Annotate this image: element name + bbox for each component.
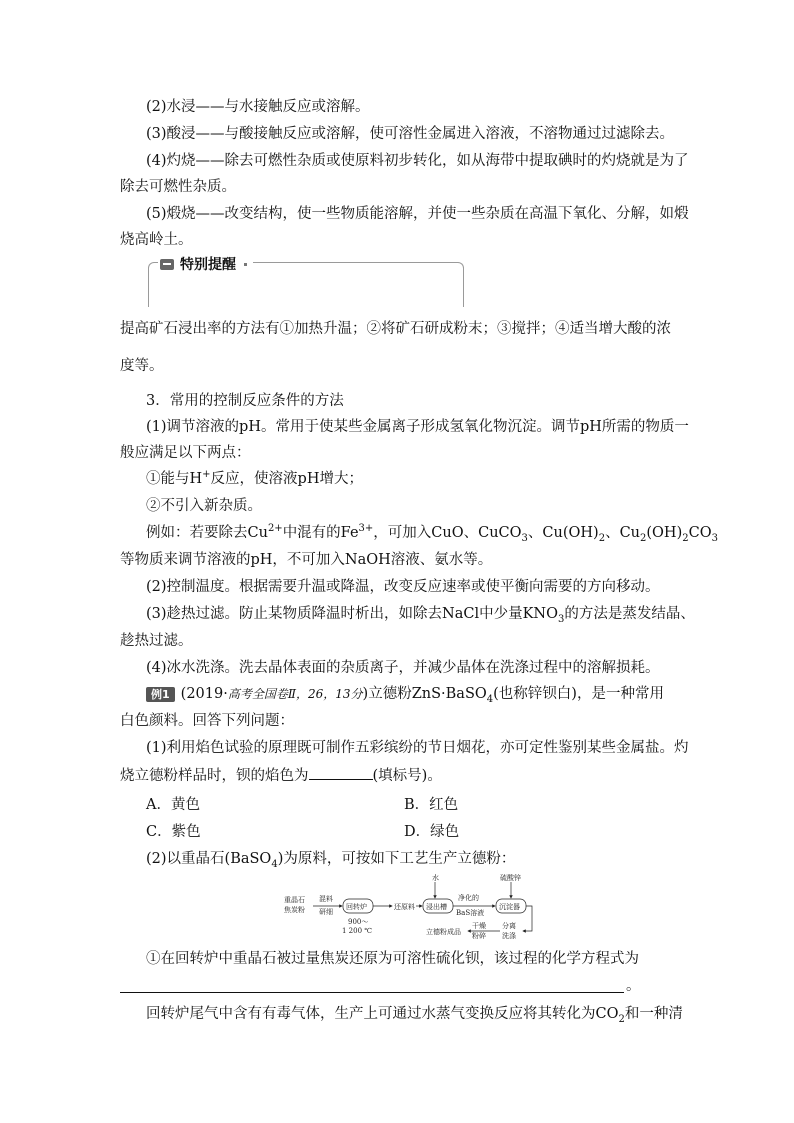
question1-line1: (1)利用焰色试验的原理既可制作五彩缤纷的节日烟花，亦可定性鉴别某些金属盐。灼 bbox=[146, 740, 689, 756]
flow-arrow-5 bbox=[523, 906, 532, 931]
flow-purify1: 净化的 bbox=[458, 894, 479, 902]
hot-filter-line1: (3)趁热过滤。防止某物质降温时析出，如除去NaCl中少量$KNO_3$的方法是蒸发结晶、 bbox=[146, 606, 695, 625]
ph-point1: ①能与H+反应，使溶液pH增大； bbox=[146, 469, 363, 487]
example-badge: 例1 bbox=[146, 687, 175, 702]
question2-line: (2)以重晶石(BaSO$_4$)为原料，可按如下工艺生产立德粉： bbox=[146, 851, 516, 870]
example-line2: 白色颜料。回答下列问题： bbox=[120, 713, 294, 729]
equation-blank[interactable] bbox=[120, 992, 624, 993]
ph-example-line2: 等物质来调节溶液的pH，不可加入NaOH溶液、氨水等。 bbox=[120, 552, 493, 568]
hot-filter-line2: 趁热过滤。 bbox=[120, 633, 193, 649]
tip-dot-icon bbox=[244, 263, 247, 266]
flow-dry1: 干燥 bbox=[472, 922, 486, 930]
question2-sub1-end: 。 bbox=[626, 978, 641, 994]
temp-control: (2)控制温度。根据需要升温或降温，改变反应速率或使平衡向需要的方向移动。 bbox=[146, 579, 660, 595]
ph-example-line1: 例如：若要除去$Cu^{2+}$中混有的$Fe^{3+}$，可加入CuO、CuCO$_3$、$Cu(OH)_2$、$Cu_2(OH)_2CO_3$ bbox=[146, 523, 718, 544]
ice-wash: (4)冰水洗涤。洗去晶体表面的杂质离子，并减少晶体在洗涤过程中的溶解损耗。 bbox=[146, 660, 660, 676]
tip-body-line1: 提高矿石浸出率的方法有①加热升温；②将矿石研成粉末；③搅拌；④适当增大酸的浓 bbox=[120, 321, 671, 337]
question1-line2: 烧立德粉样品时，钡的焰色为 (填标号)。 bbox=[120, 765, 442, 786]
tip-icon bbox=[160, 259, 174, 270]
ph-line1: (1)调节溶液的pH。常用于使某些金属离子形成氢氧化物沉淀。调节pH所需的物质一 bbox=[146, 419, 689, 435]
flow-purify2: BaS溶液 bbox=[456, 909, 485, 917]
tip-header bbox=[158, 254, 253, 274]
flow-sep1: 分离 bbox=[502, 922, 516, 930]
flow-znso4: 硫酸锌 bbox=[500, 874, 521, 882]
flow-leach: 浸出槽 bbox=[426, 903, 447, 911]
flow-furnace: 回转炉 bbox=[346, 903, 367, 911]
flow-sep2: 洗涤 bbox=[502, 932, 516, 940]
answer-blank[interactable] bbox=[309, 765, 373, 780]
ph-line2: 般应满足以下两点： bbox=[120, 445, 251, 461]
para-burning-line2: 除去可燃性杂质。 bbox=[120, 179, 236, 195]
para-calcination-line1: (5)煅烧——改变结构，使一些物质能溶解，并使一些杂质在高温下氧化、分解，如煅 bbox=[146, 206, 689, 222]
option-d: D．绿色 bbox=[404, 824, 460, 840]
flow-raw1: 重晶石 bbox=[284, 896, 305, 904]
question2-sub1: ①在回转炉中重晶石被过量焦炭还原为可溶性硫化钡，该过程的化学方程式为 bbox=[146, 951, 639, 967]
flow-step1-bottom: 研细 bbox=[319, 908, 333, 916]
para-water-leach: (2)水浸——与水接触反应或溶解。 bbox=[146, 99, 370, 115]
ph-point2: ②不引入新杂质。 bbox=[146, 498, 262, 514]
section3-heading: 3．常用的控制反应条件的方法 bbox=[146, 393, 344, 409]
para-burning-line1: (4)灼烧——除去可燃性杂质或使原料初步转化，如从海带中提取碘时的灼烧就是为了 bbox=[146, 153, 689, 169]
flow-water: 水 bbox=[432, 874, 439, 882]
option-b: B．红色 bbox=[404, 797, 459, 813]
option-a: A．黄色 bbox=[146, 797, 200, 813]
process-flow-diagram bbox=[282, 871, 552, 941]
flow-dry2: 粉碎 bbox=[472, 932, 486, 940]
flow-product: 立德粉成品 bbox=[426, 928, 461, 936]
example-heading: 例1 (2019·高考全国卷Ⅱ，26，13分)立德粉ZnS·BaSO$_4$(也称锌钡白)，是一种常用 bbox=[146, 684, 664, 704]
flow-precip: 沉淀器 bbox=[499, 903, 520, 911]
tip-body-line2: 度等。 bbox=[120, 358, 164, 374]
option-c: C．紫色 bbox=[146, 824, 201, 840]
para-calcination-line2: 烧高岭土。 bbox=[120, 232, 193, 248]
flow-temp1: 900～ bbox=[348, 918, 369, 926]
flow-step1-top: 混料 bbox=[319, 895, 333, 903]
flow-reduced: 还原料 bbox=[394, 903, 415, 911]
question2-last-line: 回转炉尾气中含有有毒气体，生产上可通过水蒸气变换反应将其转化为$CO_2$和一种清 bbox=[146, 1006, 683, 1025]
tip-title: 特别提醒 bbox=[180, 257, 236, 273]
para-acid-leach: (3)酸浸——与酸接触反应或溶解，使可溶性金属进入溶液，不溶物通过过滤除去。 bbox=[146, 126, 675, 142]
flow-raw2: 焦炭粉 bbox=[284, 906, 305, 914]
flow-temp2: 1 200 ℃ bbox=[342, 927, 373, 935]
